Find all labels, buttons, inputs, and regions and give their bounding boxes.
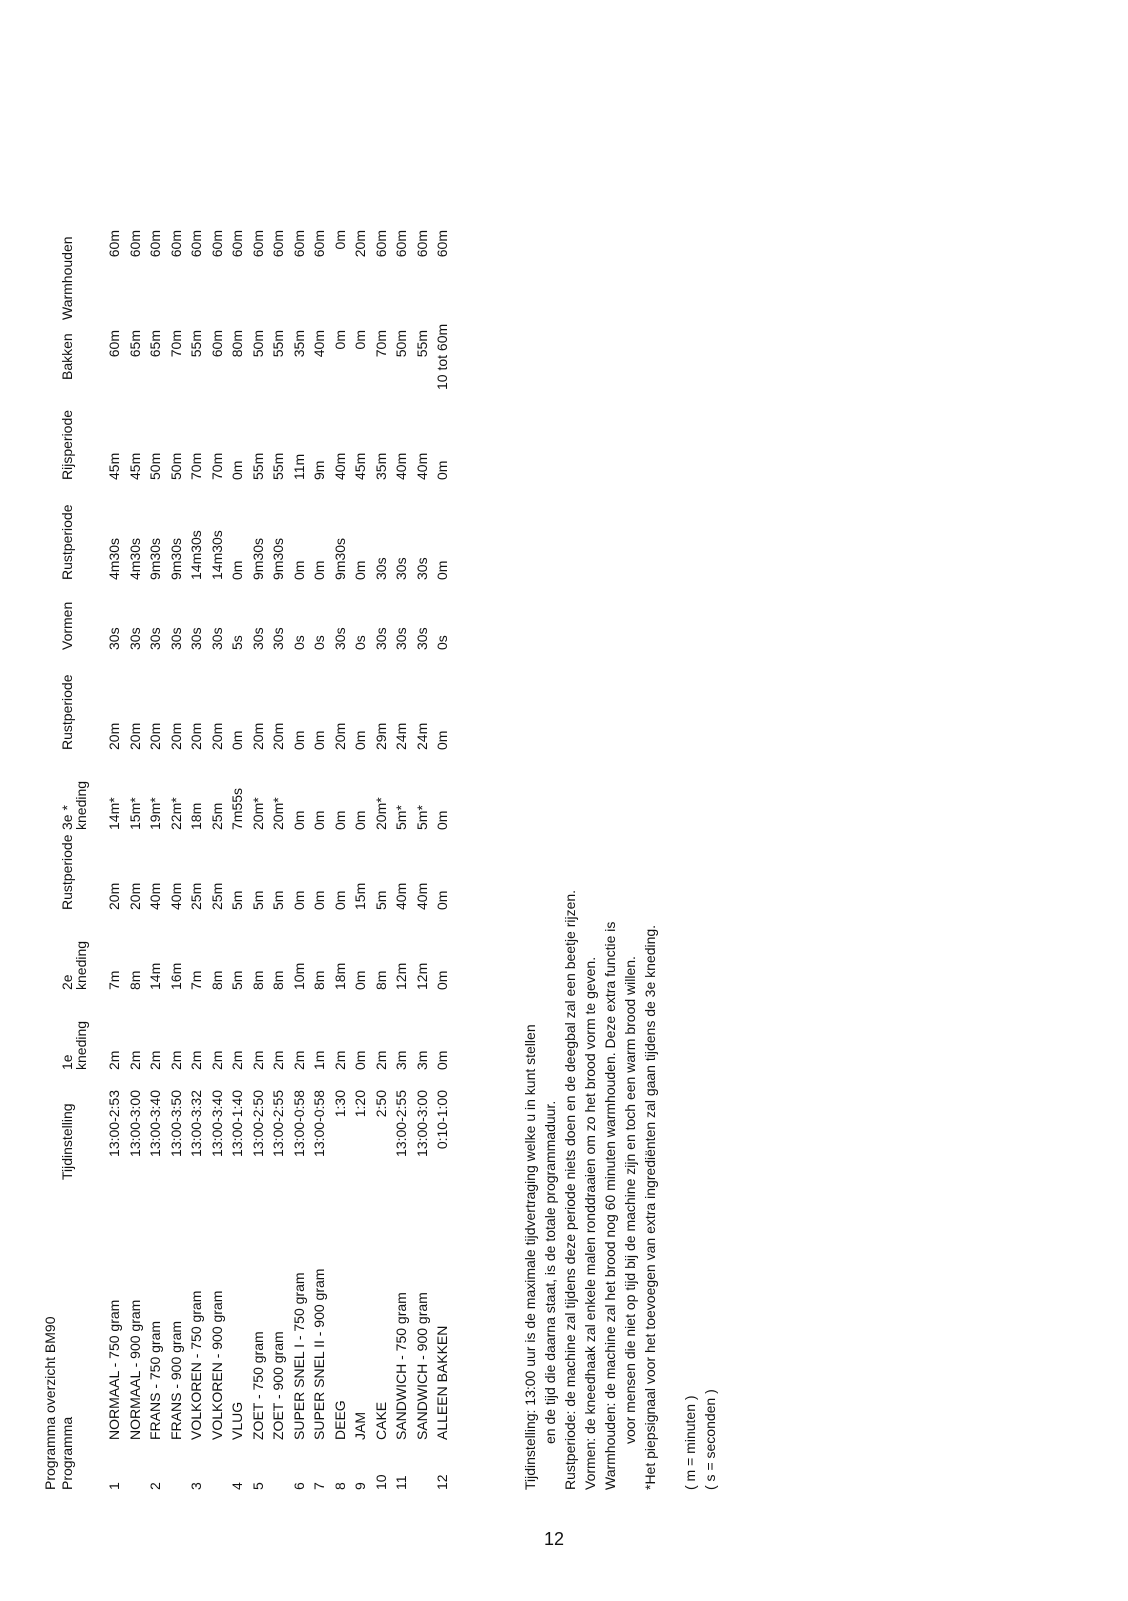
cell-vorm: 0s	[311, 635, 327, 650]
note-line: Warmhouden: de machine zal het brood nog 60 minuten warmhouden. Deze extra functie is	[602, 921, 618, 1490]
cell-k1: 2m	[188, 1050, 204, 1070]
header-kneding3	[60, 781, 88, 830]
cell-k2: 0m	[434, 970, 450, 990]
cell-k2: 12m	[413, 962, 430, 990]
cell-warm: 0m	[331, 230, 348, 250]
cell-bak: 55m	[188, 330, 204, 358]
cell-nr: 6	[290, 1482, 307, 1490]
cell-r1: 20m	[106, 882, 122, 910]
cell-r2: 0m	[434, 730, 450, 750]
cell-r3: 9m30s	[270, 537, 286, 580]
cell-r3: 30s	[372, 557, 389, 580]
cell-tijd: 13:00-2:50	[249, 1090, 266, 1157]
cell-tijd: 13:00-3:50	[167, 1090, 184, 1157]
cell-bak: 60m	[208, 330, 225, 358]
cell-rijs: 0m	[229, 460, 245, 480]
cell-k1: 2m	[290, 1050, 307, 1070]
cell-bak: 65m	[126, 330, 143, 358]
cell-bak: 60m	[106, 330, 122, 358]
cell-r1: 40m	[413, 882, 430, 910]
cell-bak: 50m	[249, 330, 266, 358]
cell-vorm: 0s	[434, 635, 450, 650]
cell-warm: 60m	[372, 230, 389, 258]
header-programma: Programma	[59, 1416, 75, 1490]
cell-nr: 4	[229, 1482, 245, 1490]
cell-r3: 30s	[413, 557, 430, 580]
cell-naam: FRANS - 750 gram	[147, 1320, 163, 1440]
cell-r2: 20m	[188, 722, 204, 750]
cell-rijs: 40m	[413, 452, 430, 480]
cell-tijd: 0:10-1:00	[434, 1090, 450, 1150]
cell-tijd: 13:00-3:40	[147, 1090, 163, 1157]
header-tijdinstelling: Tijdinstelling	[59, 1103, 75, 1180]
cell-warm: 60m	[188, 230, 204, 258]
note-line: voor mensen die niet op tijd bij de machine zijn en toch een warm brood willen.	[622, 956, 638, 1444]
header-warmhouden: Warmhouden	[59, 236, 75, 320]
cell-k2: 8m	[372, 970, 389, 990]
table-row	[350, 120, 370, 1490]
cell-k1: 2m	[147, 1050, 163, 1070]
cell-k2: 8m	[208, 970, 225, 990]
table-row	[166, 120, 186, 1490]
header-kneding3-line1: 3e *	[59, 805, 75, 830]
table-row	[412, 120, 432, 1490]
cell-vorm: 0s	[290, 635, 307, 650]
cell-naam: SANDWICH - 900 gram	[413, 1292, 430, 1440]
header-rustperiode-3: Rustperiode	[59, 504, 75, 580]
cell-r1: 5m	[249, 890, 266, 910]
table-row	[125, 120, 145, 1490]
cell-nr: 1	[106, 1482, 122, 1490]
cell-tijd: 1:20	[352, 1090, 368, 1118]
cell-naam: VLUG	[229, 1401, 245, 1440]
cell-r3: 9m30s	[147, 537, 163, 580]
cell-rijs: 0m	[434, 460, 450, 480]
cell-r2: 0m	[352, 730, 368, 750]
cell-rijs: 9m	[311, 460, 327, 480]
cell-naam: DEEG	[331, 1400, 348, 1440]
table-title: Programma overzicht BM90	[42, 1316, 58, 1490]
cell-r1: 5m	[270, 890, 286, 910]
cell-r2: 20m	[167, 722, 184, 750]
cell-r1: 25m	[188, 882, 204, 910]
cell-vorm: 30s	[126, 627, 143, 650]
cell-nr: 5	[249, 1482, 266, 1490]
table-row	[104, 120, 124, 1490]
cell-tijd: 13:00-3:00	[413, 1090, 430, 1157]
cell-r2: 0m	[290, 730, 307, 750]
cell-warm: 60m	[167, 230, 184, 258]
cell-k1: 0m	[434, 1050, 450, 1070]
cell-bak: 10 tot 60m	[434, 323, 450, 390]
cell-bak: 35m	[290, 330, 307, 358]
cell-warm: 60m	[311, 230, 327, 258]
cell-warm: 60m	[413, 230, 430, 258]
cell-r3: 0m	[352, 560, 368, 580]
cell-bak: 80m	[229, 330, 245, 358]
header-kneding2	[60, 941, 88, 990]
cell-k1: 2m	[167, 1050, 184, 1070]
cell-k1: 2m	[208, 1050, 225, 1070]
cell-naam: ZOET - 750 gram	[249, 1331, 266, 1440]
cell-r1: 5m	[372, 890, 389, 910]
cell-tijd: 13:00-3:00	[126, 1090, 143, 1157]
cell-naam: ZOET - 900 gram	[270, 1331, 286, 1440]
cell-tijd: 13:00-2:55	[270, 1090, 286, 1157]
cell-r2: 29m	[372, 722, 389, 750]
cell-rijs: 45m	[352, 452, 368, 480]
cell-nr: 2	[147, 1482, 163, 1490]
note-line: Tijdinstelling: 13:00 uur is de maximale tijdvertraging welke u in kunt stellen	[522, 1024, 538, 1490]
cell-naam: SANDWICH - 750 gram	[393, 1292, 409, 1440]
cell-r3: 9m30s	[249, 537, 266, 580]
cell-vorm: 30s	[393, 627, 409, 650]
cell-k1: 2m	[331, 1050, 348, 1070]
cell-vorm: 30s	[249, 627, 266, 650]
cell-k2: 14m	[147, 962, 163, 990]
cell-k3: 0m	[311, 810, 327, 830]
cell-k3: 15m*	[126, 797, 143, 830]
cell-vorm: 30s	[372, 627, 389, 650]
cell-rijs: 11m	[290, 453, 307, 480]
table-row	[289, 120, 309, 1490]
header-rustperiode-2: Rustperiode	[59, 674, 75, 750]
cell-tijd: 13:00-0:58	[290, 1090, 307, 1157]
cell-k3: 14m*	[106, 797, 122, 830]
cell-r2: 20m	[331, 722, 348, 750]
cell-rijs: 50m	[167, 452, 184, 480]
cell-rijs: 55m	[249, 452, 266, 480]
cell-r3: 9m30s	[331, 537, 348, 580]
cell-tijd: 2:50	[372, 1090, 389, 1118]
header-kneding3-line2: kneding	[73, 780, 89, 830]
cell-warm: 60m	[434, 230, 450, 258]
cell-rijs: 45m	[106, 452, 122, 480]
cell-k3: 22m*	[167, 797, 184, 830]
cell-naam: SUPER SNEL II - 900 gram	[311, 1268, 327, 1440]
cell-k1: 0m	[352, 1050, 368, 1070]
cell-k2: 16m	[167, 962, 184, 990]
cell-rijs: 40m	[331, 452, 348, 480]
cell-r2: 24m	[413, 722, 430, 750]
header-vormen: Vormen	[59, 601, 75, 650]
cell-k1: 2m	[372, 1050, 389, 1070]
cell-r2: 20m	[208, 722, 225, 750]
cell-k3: 20m*	[372, 797, 389, 830]
cell-k3: 0m	[352, 810, 368, 830]
cell-vorm: 0s	[352, 635, 368, 650]
cell-r1: 0m	[311, 890, 327, 910]
cell-k1: 2m	[126, 1050, 143, 1070]
cell-k3: 0m	[434, 810, 450, 830]
cell-r2: 20m	[126, 722, 143, 750]
cell-k1: 3m	[393, 1050, 409, 1070]
cell-naam: CAKE	[372, 1401, 389, 1440]
cell-k3: 18m	[188, 802, 204, 830]
cell-rijs: 50m	[147, 452, 163, 480]
cell-k3: 5m*	[393, 805, 409, 830]
legend-seconds: ( s = seconden )	[702, 1389, 718, 1490]
cell-warm: 60m	[270, 230, 286, 258]
cell-vorm: 30s	[413, 627, 430, 650]
cell-k2: 18m	[331, 962, 348, 990]
note-line: Rustperiode: de machine zal tijdens deze periode niets doen en de deegbal zal een beetje rijzen.	[562, 889, 578, 1490]
cell-bak: 0m	[352, 330, 368, 350]
cell-k2: 7m	[106, 970, 122, 990]
cell-vorm: 30s	[167, 627, 184, 650]
table-row	[145, 120, 165, 1490]
cell-k2: 5m	[229, 970, 245, 990]
table-row	[268, 120, 288, 1490]
cell-k3: 7m55s	[229, 787, 245, 830]
cell-r3: 4m30s	[106, 537, 122, 580]
table-row	[391, 120, 411, 1490]
cell-r3: 0m	[311, 560, 327, 580]
cell-r2: 24m	[393, 722, 409, 750]
cell-bak: 0m	[331, 330, 348, 350]
cell-naam: SUPER SNEL I - 750 gram	[290, 1272, 307, 1440]
cell-k3: 5m*	[413, 805, 430, 830]
cell-naam: NORMAAL - 900 gram	[126, 1299, 143, 1440]
cell-naam: VOLKOREN - 900 gram	[208, 1290, 225, 1440]
cell-r3: 0m	[434, 560, 450, 580]
cell-naam: VOLKOREN - 750 gram	[188, 1290, 204, 1440]
cell-warm: 60m	[290, 230, 307, 258]
notes-block	[520, 890, 660, 1490]
cell-naam: ALLEEN BAKKEN	[434, 1325, 450, 1440]
cell-nr: 9	[352, 1482, 368, 1490]
table-row	[207, 120, 227, 1490]
cell-k2: 8m	[270, 970, 286, 990]
cell-k2: 0m	[352, 970, 368, 990]
cell-k1: 1m	[311, 1050, 327, 1070]
cell-r3: 30s	[393, 557, 409, 580]
table-row	[330, 120, 350, 1490]
cell-r1: 0m	[290, 890, 307, 910]
cell-warm: 60m	[106, 230, 122, 258]
cell-k2: 8m	[249, 970, 266, 990]
cell-vorm: 30s	[208, 627, 225, 650]
cell-r3: 4m30s	[126, 537, 143, 580]
cell-tijd: 1:30	[331, 1090, 348, 1118]
cell-vorm: 30s	[331, 627, 348, 650]
table-row	[371, 120, 391, 1490]
cell-r3: 14m30s	[208, 530, 225, 580]
note-line: en de tijd die daarna staat, is de totale programmaduur.	[542, 1100, 558, 1444]
cell-r1: 40m	[147, 882, 163, 910]
note-line: Vormen: de kneedhaak zal enkele malen ronddraaien om zo het brood vorm te geven.	[582, 956, 598, 1490]
cell-r1: 40m	[167, 882, 184, 910]
cell-r1: 40m	[393, 882, 409, 910]
cell-tijd: 13:00-3:32	[188, 1090, 204, 1157]
cell-rijs: 45m	[126, 452, 143, 480]
cell-tijd: 13:00-3:40	[208, 1090, 225, 1157]
cell-r2: 0m	[311, 730, 327, 750]
cell-r1: 0m	[434, 890, 450, 910]
cell-rijs: 35m	[372, 452, 389, 480]
table-row	[227, 120, 247, 1490]
cell-k1: 2m	[249, 1050, 266, 1070]
cell-k2: 10m	[290, 962, 307, 990]
cell-k3: 20m*	[249, 797, 266, 830]
cell-r3: 0m	[229, 560, 245, 580]
cell-r1: 15m	[352, 882, 368, 910]
table-row	[432, 120, 452, 1490]
cell-r3: 14m30s	[188, 530, 204, 580]
cell-warm: 60m	[249, 230, 266, 258]
table-row	[186, 120, 206, 1490]
cell-r2: 20m	[270, 722, 286, 750]
cell-r3: 9m30s	[167, 537, 184, 580]
cell-naam: JAM	[352, 1412, 368, 1440]
header-bakken: Bakken	[59, 333, 75, 380]
cell-warm: 60m	[208, 230, 225, 258]
cell-k2: 7m	[188, 970, 204, 990]
cell-k1: 2m	[270, 1050, 286, 1070]
note-line: *Het piepsignaal voor het toevoegen van extra ingrediënten zal gaan tijdens de 3e kneding.	[642, 924, 658, 1490]
rotated-table-page	[40, 120, 720, 1490]
cell-bak: 70m	[167, 330, 184, 358]
cell-vorm: 30s	[106, 627, 122, 650]
header-kneding2-line2: kneding	[73, 940, 89, 990]
cell-naam: FRANS - 900 gram	[167, 1320, 184, 1440]
cell-rijs: 70m	[188, 452, 204, 480]
cell-k1: 2m	[106, 1050, 122, 1070]
header-kneding1-line1: 1e	[59, 1054, 75, 1070]
cell-k2: 8m	[126, 970, 143, 990]
cell-k3: 0m	[290, 810, 307, 830]
cell-k3: 19m*	[147, 797, 163, 830]
header-kneding1	[60, 1021, 88, 1070]
cell-tijd: 13:00-2:55	[393, 1090, 409, 1157]
cell-bak: 50m	[393, 330, 409, 358]
cell-r2: 20m	[147, 722, 163, 750]
cell-r1: 20m	[126, 882, 143, 910]
cell-k3: 20m*	[270, 797, 286, 830]
cell-warm: 60m	[393, 230, 409, 258]
cell-vorm: 30s	[147, 627, 163, 650]
cell-r2: 20m	[106, 722, 122, 750]
cell-r2: 20m	[249, 722, 266, 750]
cell-k2: 12m	[393, 962, 409, 990]
cell-naam: NORMAAL - 750 gram	[106, 1299, 122, 1440]
cell-r1: 0m	[331, 890, 348, 910]
page-number: 12	[544, 1529, 565, 1549]
table-row	[309, 120, 329, 1490]
cell-bak: 55m	[270, 330, 286, 358]
cell-vorm: 30s	[188, 627, 204, 650]
cell-nr: 7	[311, 1482, 327, 1490]
cell-nr: 10	[372, 1474, 389, 1490]
legend-minutes: ( m = minuten )	[682, 1395, 698, 1490]
cell-r1: 25m	[208, 882, 225, 910]
cell-nr: 3	[188, 1482, 204, 1490]
cell-warm: 60m	[126, 230, 143, 258]
cell-bak: 70m	[372, 330, 389, 358]
header-rustperiode-1: Rustperiode	[59, 834, 75, 910]
cell-r2: 0m	[229, 730, 245, 750]
cell-r3: 0m	[290, 560, 307, 580]
cell-r1: 5m	[229, 890, 245, 910]
header-rijsperiode: Rijsperiode	[59, 409, 75, 480]
cell-rijs: 70m	[208, 452, 225, 480]
unit-legend	[680, 1389, 720, 1490]
table-row	[248, 120, 268, 1490]
cell-k3: 25m	[208, 802, 225, 830]
cell-warm: 60m	[147, 230, 163, 258]
cell-bak: 55m	[413, 330, 430, 358]
cell-tijd: 13:00-0:58	[311, 1090, 327, 1157]
cell-bak: 65m	[147, 330, 163, 358]
cell-k1: 3m	[413, 1050, 430, 1070]
cell-vorm: 30s	[270, 627, 286, 650]
cell-warm: 60m	[229, 230, 245, 258]
cell-k1: 2m	[229, 1050, 245, 1070]
cell-nr: 11	[393, 1475, 409, 1490]
cell-tijd: 13:00-1:40	[229, 1090, 245, 1157]
cell-k3: 0m	[331, 810, 348, 830]
header-kneding2-line1: 2e	[59, 974, 75, 990]
cell-warm: 20m	[352, 230, 368, 258]
cell-tijd: 13:00-2:53	[106, 1090, 122, 1157]
cell-nr: 8	[331, 1482, 348, 1490]
cell-bak: 40m	[311, 330, 327, 358]
cell-rijs: 40m	[393, 452, 409, 480]
cell-rijs: 55m	[270, 452, 286, 480]
cell-vorm: 5s	[229, 635, 245, 650]
cell-nr: 12	[434, 1474, 450, 1490]
header-kneding1-line2: kneding	[73, 1020, 89, 1070]
cell-k2: 8m	[311, 970, 327, 990]
